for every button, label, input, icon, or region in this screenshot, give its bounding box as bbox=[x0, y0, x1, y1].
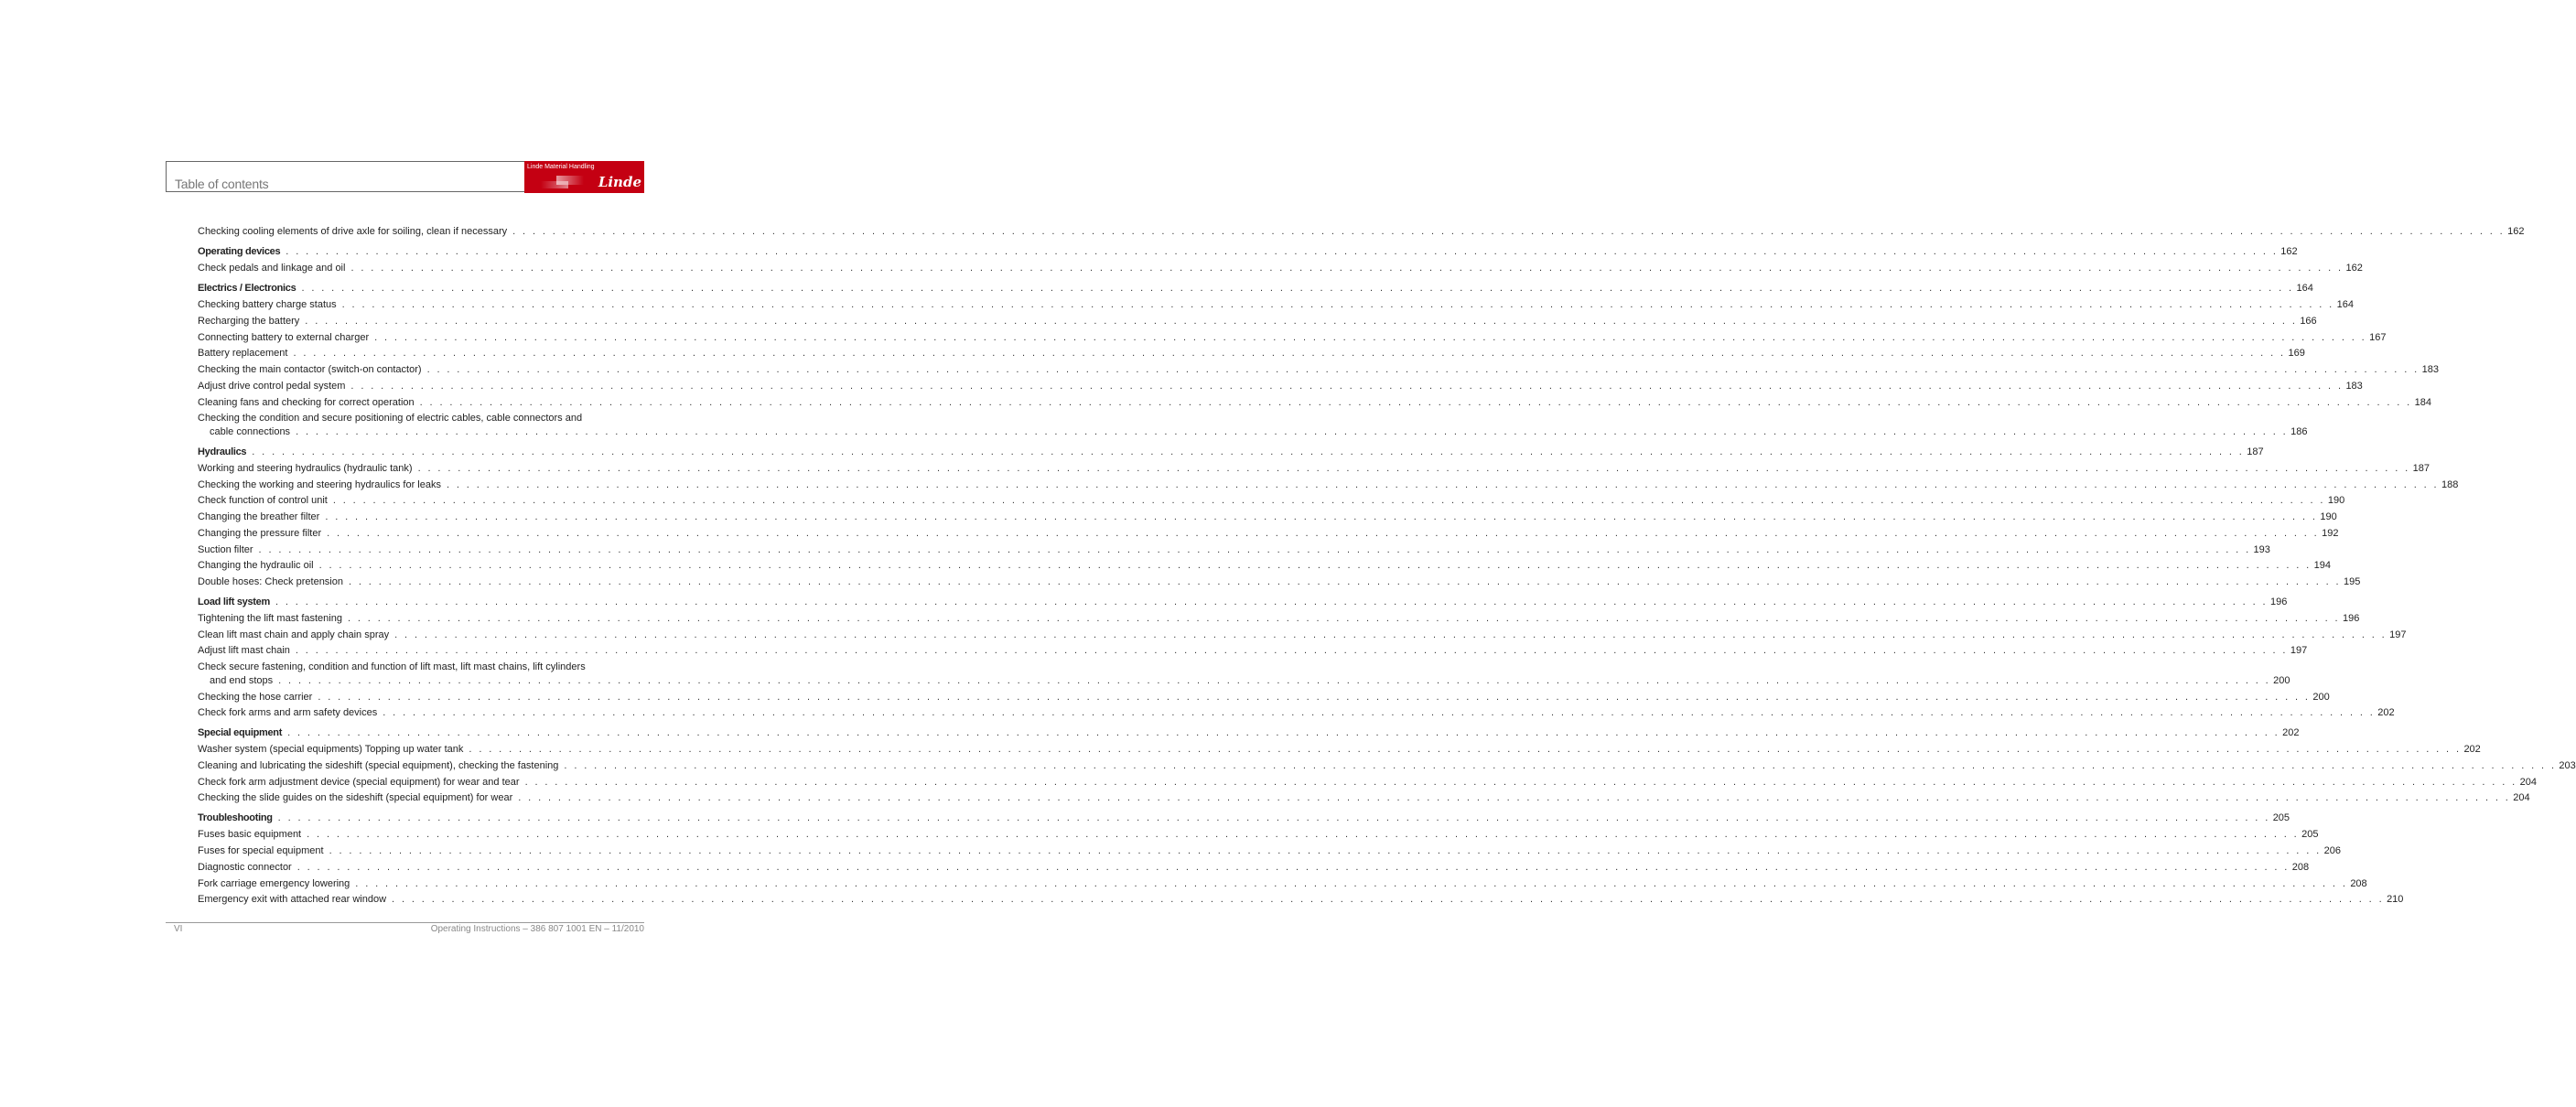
toc-entry-label: Fuses for special equipment bbox=[198, 845, 324, 856]
toc-page-number: 208 bbox=[2350, 878, 2367, 889]
toc-entry-label: Special equipment bbox=[198, 727, 283, 738]
toc-page-number: 162 bbox=[2280, 246, 2298, 257]
toc-entry[interactable] bbox=[198, 543, 2270, 556]
dot-leader: . . . . . . . . . . . . . . . . . . . . . . . . . . . . . . . . . . . . . . . . . . . . . . . . . . . . . . . . . . . . . . . . . . . . . . . . . . . . . . . . . . . . . . . . . . . . . . . . . . . . . . . . . . . . . . . . . . . . . . . . . . . . . . . . . . . . . . . . . . . . . . . . . . . . . . . . . . . . . . . . . . . . . . . . . . . . . . . . . . . . . . . . . . . . . . . . . . . . . . . . bbox=[318, 692, 2311, 703]
dot-leader: . . . . . . . . . . . . . . . . . . . . . . . . . . . . . . . . . . . . . . . . . . . . . . . . . . . . . . . . . . . . . . . . . . . . . . . . . . . . . . . . . . . . . . . . . . . . . . . . . . . . . . . . . . . . . . . . . . . . . . . . . . . . . . . . . . . . . . . . . . . . . . . . . . . . . . . . . . . . . . . . . . . . . . . . . . . . . . . . . . . . . . . . . . . . . . . . . . . . . . . . bbox=[341, 299, 2334, 310]
toc-entry-label: Electrics / Electronics bbox=[198, 283, 296, 294]
toc-page-number: 183 bbox=[2345, 381, 2363, 392]
toc-page-number: 167 bbox=[2369, 332, 2387, 343]
toc-page-number: 202 bbox=[2463, 744, 2481, 755]
toc-entry[interactable] bbox=[198, 644, 2308, 657]
toc-entry[interactable] bbox=[198, 828, 2319, 841]
dot-leader: . . . . . . . . . . . . . . . . . . . . . . . . . . . . . . . . . . . . . . . . . . . . . . . . . . . . . . . . . . . . . . . . . . . . . . . . . . . . . . . . . . . . . . . . . . . . . . . . . . . . . . . . . . . . . . . . . . . . . . . . . . . . . . . . . . . . . . . . . . . . . . . . . . . . . . . . . . . . . . . . . . . . . . . . . . . . . . . . . . . . . . . . . . . . . . . . . . . . . . . . bbox=[355, 878, 2348, 889]
toc-entry[interactable] bbox=[198, 511, 2337, 523]
dot-leader: . . . . . . . . . . . . . . . . . . . . . . . . . . . . . . . . . . . . . . . . . . . . . . . . . . . . . . . . . . . . . . . . . . . . . . . . . . . . . . . . . . . . . . . . . . . . . . . . . . . . . . . . . . . . . . . . . . . . . . . . . . . . . . . . . . . . . . . . . . . . . . . . . . . . . . . . . . . . . . . . . . . . . . . . . . . . . . . . . . . . . . . . . . . . . . . . . . . . . . . . bbox=[419, 397, 2412, 408]
toc-entry[interactable] bbox=[198, 877, 2367, 890]
toc-entry[interactable] bbox=[198, 612, 2360, 625]
toc-entry-label: Double hoses: Check pretension bbox=[198, 576, 343, 587]
dot-leader: . . . . . . . . . . . . . . . . . . . . . . . . . . . . . . . . . . . . . . . . . . . . . . . . . . . . . . . . . . . . . . . . . . . . . . . . . . . . . . . . . . . . . . . . . . . . . . . . . . . . . . . . . . . . . . . . . . . . . . . . . . . . . . . . . . . . . . . . . . . . . . . . . . . . . . . . . . . . . . . . . . . . . . . . . . . . . . . . . . . . . . . . . . . . . . . . . . . . . . . . bbox=[252, 446, 2245, 457]
toc-entry-label: Checking the hose carrier bbox=[198, 692, 313, 703]
dot-leader: . . . . . . . . . . . . . . . . . . . . . . . . . . . . . . . . . . . . . . . . . . . . . . . . . . . . . . . . . . . . . . . . . . . . . . . . . . . . . . . . . . . . . . . . . . . . . . . . . . . . . . . . . . . . . . . . . . . . . . . . . . . . . . . . . . . . . . . . . . . . . . . . . . . . . . . . . . . . . . . . . . . . . . . . . . . . . . . . . . . . . . . . . . . . . . . . . . . . . . . . bbox=[392, 894, 2385, 905]
toc-entry-label: Fork carriage emergency lowering bbox=[198, 878, 350, 889]
document-reference: Operating Instructions – 386 807 1001 EN – 11/2010 bbox=[430, 924, 644, 934]
dot-leader: . . . . . . . . . . . . . . . . . . . . . . . . . . . . . . . . . . . . . . . . . . . . . . . . . . . . . . . . . . . . . . . . . . . . . . . . . . . . . . . . . . . . . . . . . . . . . . . . . . . . . . . . . . . . . . . . . . . . . . . . . . . . . . . . . . . . . . . . . . . . . . . . . . . . . . . . . . . . . . . . . . . . . . . . . . . . . . . . . . . . . . . . . . . . . . . . . . . . . . . . bbox=[417, 463, 2410, 474]
toc-entry-label: Tightening the lift mast fastening bbox=[198, 613, 342, 624]
toc-entry[interactable] bbox=[198, 706, 2395, 719]
toc-page-number: 196 bbox=[2269, 596, 2288, 607]
toc-entry-label: Troubleshooting bbox=[198, 812, 273, 823]
toc-entry-label: Check pedals and linkage and oil bbox=[198, 263, 346, 274]
dot-leader: . . . . . . . . . . . . . . . . . . . . . . . . . . . . . . . . . . . . . . . . . . . . . . . . . . . . . . . . . . . . . . . . . . . . . . . . . . . . . . . . . . . . . . . . . . . . . . . . . . . . . . . . . . . . . . . . . . . . . . . . . . . . . . . . . . . . . . . . . . . . . . . . . . . . . . . . . . . . . . . . . . . . . . . . . . . . . . . . . . . . . . . . . . . . . . . . . . . . . . . . bbox=[275, 596, 2268, 607]
dot-leader: . . . . . . . . . . . . . . . . . . . . . . . . . . . . . . . . . . . . . . . . . . . . . . . . . . . . . . . . . . . . . . . . . . . . . . . . . . . . . . . . . . . . . . . . . . . . . . . . . . . . . . . . . . . . . . . . . . . . . . . . . . . . . . . . . . . . . . . . . . . . . . . . . . . . . . . . . . . . . . . . . . . . . . . . . . . . . . . . . . . . . . . . . . . . . . . . . . . . . . . . bbox=[325, 511, 2318, 522]
toc-section-heading[interactable] bbox=[198, 282, 2313, 295]
toc-entry-label: Changing the breather filter bbox=[198, 511, 320, 522]
toc-page-number: 192 bbox=[2322, 528, 2339, 539]
dot-leader: . . . . . . . . . . . . . . . . . . . . . . . . . . . . . . . . . . . . . . . . . . . . . . . . . . . . . . . . . . . . . . . . . . . . . . . . . . . . . . . . . . . . . . . . . . . . . . . . . . . . . . . . . . . . . . . . . . . . . . . . . . . . . . . . . . . . . . . . . . . . . . . . . . . . . . . . . . . . . . . . . . . . . . . . . . . . . . . . . . . . . . . . . . . . . . . . . . . . . . . . bbox=[332, 495, 2325, 506]
dot-leader: . . . . . . . . . . . . . . . . . . . . . . . . . . . . . . . . . . . . . . . . . . . . . . . . . . . . . . . . . . . . . . . . . . . . . . . . . . . . . . . . . . . . . . . . . . . . . . . . . . . . . . . . . . . . . . . . . . . . . . . . . . . . . . . . . . . . . . . . . . . . . . . . . . . . . . . . . . . . . . . . . . . . . . . . . . . . . . . . . . . . . . . . . . . . . . . . . . . . . . . . bbox=[301, 283, 2294, 294]
dot-leader: . . . . . . . . . . . . . . . . . . . . . . . . . . . . . . . . . . . . . . . . . . . . . . . . . . . . . . . . . . . . . . . . . . . . . . . . . . . . . . . . . . . . . . . . . . . . . . . . . . . . . . . . . . . . . . . . . . . . . . . . . . . . . . . . . . . . . . . . . . . . . . . . . . . . . . . . . . . . . . . . . . . . . . . . . . . . . . . . . . . . . . . . . . . . . . . . . . . . . . . . bbox=[347, 613, 2340, 624]
dot-leader: . . . . . . . . . . . . . . . . . . . . . . . . . . . . . . . . . . . . . . . . . . . . . . . . . . . . . . . . . . . . . . . . . . . . . . . . . . . . . . . . . . . . . . . . . . . . . . . . . . . . . . . . . . . . . . . . . . . . . . . . . . . . . . . . . . . . . . . . . . . . . . . . . . . . . . . . . . . . . . . . . . . . . . . . . . . . . . . . . . . . . . . . . . . . . . . . . . . . . . . . bbox=[329, 845, 2322, 856]
toc-page-number: 193 bbox=[2253, 544, 2270, 555]
toc-entry[interactable] bbox=[198, 759, 2576, 772]
dot-leader: . . . . . . . . . . . . . . . . . . . . . . . . . . . . . . . . . . . . . . . . . . . . . . . . . . . . . . . . . . . . . . . . . . . . . . . . . . . . . . . . . . . . . . . . . . . . . . . . . . . . . . . . . . . . . . . . . . . . . . . . . . . . . . . . . . . . . . . . . . . . . . . . . . . . . . . . . . . . . . . . . . . . . . . . . . . . . . . . . . . . . . . . . . . . . . . . . . . . . . . . bbox=[350, 381, 2344, 392]
dot-leader: . . . . . . . . . . . . . . . . . . . . . . . . . . . . . . . . . . . . . . . . . . . . . . . . . . . . . . . . . . . . . . . . . . . . . . . . . . . . . . . . . . . . . . . . . . . . . . . . . . . . . . . . . . . . . . . . . . . . . . . . . . . . . . . . . . . . . . . . . . . . . . . . . . . . . . . . . . . . . . . . . . . . . . . . . . . . . . . . . . . . . . . . . . . . . . . . . . . . . . . . bbox=[296, 862, 2290, 873]
toc-page-number: 210 bbox=[2387, 894, 2404, 905]
toc-entry-label: Cleaning fans and checking for correct operation bbox=[198, 397, 415, 408]
toc-page-number: 196 bbox=[2342, 613, 2360, 624]
toc-entry[interactable] bbox=[198, 743, 2481, 756]
toc-entry[interactable] bbox=[198, 494, 2345, 507]
toc-page-number: 186 bbox=[2290, 426, 2308, 437]
toc-page-number: 194 bbox=[2313, 560, 2331, 571]
toc-page-number: 197 bbox=[2290, 645, 2308, 656]
toc-section-heading[interactable] bbox=[198, 245, 2298, 258]
toc-page-number: 187 bbox=[2247, 446, 2264, 457]
toc-entry-label: Checking the slide guides on the sideshift (special equipment) for wear bbox=[198, 792, 513, 803]
dot-leader: . . . . . . . . . . . . . . . . . . . . . . . . . . . . . . . . . . . . . . . . . . . . . . . . . . . . . . . . . . . . . . . . . . . . . . . . . . . . . . . . . . . . . . . . . . . . . . . . . . . . . . . . . . . . . . . . . . . . . . . . . . . . . . . . . . . . . . . . . . . . . . . . . . . . . . . . . . . . . . . . . . . . . . . . . . . . . . . . . . . . . . . . . . . . . . . . . . . . . . . . bbox=[348, 576, 2341, 587]
toc-entry-label: Checking battery charge status bbox=[198, 299, 337, 310]
toc-entry-label: Adjust lift mast chain bbox=[198, 645, 290, 656]
toc-page-number: 197 bbox=[2389, 629, 2407, 640]
toc-page-number: 200 bbox=[2312, 692, 2330, 703]
dot-leader: . . . . . . . . . . . . . . . . . . . . . . . . . . . . . . . . . . . . . . . . . . . . . . . . . . . . . . . . . . . . . . . . . . . . . . . . . . . . . . . . . . . . . . . . . . . . . . . . . . . . . . . . . . . . . . . . . . . . . . . . . . . . . . . . . . . . . . . . . . . . . . . . . . . . . . . . . . . . . . . . . . . . . . . . . . . . . . . . . . . . . . . . . . . . . . . . . . . . . . . . bbox=[394, 629, 2387, 640]
toc-entry[interactable] bbox=[198, 425, 2308, 438]
toc-entry-label: Fuses basic equipment bbox=[198, 829, 302, 840]
toc-page-number: 188 bbox=[2441, 479, 2459, 490]
toc-entry-label: Hydraulics bbox=[198, 446, 247, 457]
toc-entry[interactable] bbox=[198, 380, 2363, 392]
toc-entry[interactable] bbox=[198, 893, 2404, 906]
toc-entry-label: Diagnostic connector bbox=[198, 862, 292, 873]
toc-entry-label: Adjust drive control pedal system bbox=[198, 381, 346, 392]
toc-page-number: 162 bbox=[2507, 226, 2525, 237]
toc-entry[interactable] bbox=[198, 298, 2355, 311]
toc-page-number: 200 bbox=[2273, 675, 2290, 686]
dot-leader: . . . . . . . . . . . . . . . . . . . . . . . . . . . . . . . . . . . . . . . . . . . . . . . . . . . . . . . . . . . . . . . . . . . . . . . . . . . . . . . . . . . . . . . . . . . . . . . . . . . . . . . . . . . . . . . . . . . . . . . . . . . . . . . . . . . . . . . . . . . . . . . . . . . . . . . . . . . . . . . . . . . . . . . . . . . . . . . . . . . . . . . . . . . . . . . . . . . . . . . . bbox=[426, 364, 2420, 375]
dot-leader: . . . . . . . . . . . . . . . . . . . . . . . . . . . . . . . . . . . . . . . . . . . . . . . . . . . . . . . . . . . . . . . . . . . . . . . . . . . . . . . . . . . . . . . . . . . . . . . . . . . . . . . . . . . . . . . . . . . . . . . . . . . . . . . . . . . . . . . . . . . . . . . . . . . . . . . . . . . . . . . . . . . . . . . . . . . . . . . . . . . . . . . . . . . . . . . . . . . . . . . . bbox=[327, 528, 2320, 539]
toc-page-number: 205 bbox=[2272, 812, 2290, 823]
toc-page-number: 190 bbox=[2320, 511, 2337, 522]
dot-leader: . . . . . . . . . . . . . . . . . . . . . . . . . . . . . . . . . . . . . . . . . . . . . . . . . . . . . . . . . . . . . . . . . . . . . . . . . . . . . . . . . . . . . . . . . . . . . . . . . . . . . . . . . . . . . . . . . . . . . . . . . . . . . . . . . . . . . . . . . . . . . . . . . . . . . . . . . . . . . . . . . . . . . . . . . . . . . . . . . . . . . . . . . . . . . . . . . . . . . . . . bbox=[350, 263, 2344, 274]
footer-divider bbox=[166, 922, 644, 923]
page-number: VI bbox=[174, 924, 183, 934]
dot-leader: . . . . . . . . . . . . . . . . . . . . . . . . . . . . . . . . . . . . . . . . . . . . . . . . . . . . . . . . . . . . . . . . . . . . . . . . . . . . . . . . . . . . . . . . . . . . . . . . . . . . . . . . . . . . . . . . . . . . . . . . . . . . . . . . . . . . . . . . . . . . . . . . . . . . . . . . . . . . . . . . . . . . . . . . . . . . . . . . . . . . . . . . . . . . . . . . . . . . . . . . bbox=[278, 675, 2271, 686]
dot-leader: . . . . . . . . . . . . . . . . . . . . . . . . . . . . . . . . . . . . . . . . . . . . . . . . . . . . . . . . . . . . . . . . . . . . . . . . . . . . . . . . . . . . . . . . . . . . . . . . . . . . . . . . . . . . . . . . . . . . . . . . . . . . . . . . . . . . . . . . . . . . . . . . . . . . . . . . . . . . . . . . . . . . . . . . . . . . . . . . . . . . . . . . . . . . . . . . . . . . . . . . bbox=[383, 707, 2376, 718]
dot-leader: . . . . . . . . . . . . . . . . . . . . . . . . . . . . . . . . . . . . . . . . . . . . . . . . . . . . . . . . . . . . . . . . . . . . . . . . . . . . . . . . . . . . . . . . . . . . . . . . . . . . . . . . . . . . . . . . . . . . . . . . . . . . . . . . . . . . . . . . . . . . . . . . . . . . . . . . . . . . . . . . . . . . . . . . . . . . . . . . . . . . . . . . . . . . . . . . . . . . . . . . bbox=[287, 727, 2280, 738]
toc-entry-label: Check function of control unit bbox=[198, 495, 328, 506]
toc-page-number: 164 bbox=[2296, 283, 2313, 294]
toc-entry-label: Checking the working and steering hydraulics for leaks bbox=[198, 479, 441, 490]
toc-entry-label: Cleaning and lubricating the sideshift (special equipment), checking the fastening bbox=[198, 760, 559, 771]
toc-entry[interactable] bbox=[198, 225, 2525, 238]
toc-entry[interactable] bbox=[198, 347, 2305, 360]
dot-leader: . . . . . . . . . . . . . . . . . . . . . . . . . . . . . . . . . . . . . . . . . . . . . . . . . . . . . . . . . . . . . . . . . . . . . . . . . . . . . . . . . . . . . . . . . . . . . . . . . . . . . . . . . . . . . . . . . . . . . . . . . . . . . . . . . . . . . . . . . . . . . . . . . . . . . . . . . . . . . . . . . . . . . . . . . . . . . . . . . . . . . . . . . . . . . . . . . . . . . . . . bbox=[258, 544, 2251, 555]
brand-tagline: Linde Material Handling bbox=[527, 164, 595, 170]
dot-leader: . . . . . . . . . . . . . . . . . . . . . . . . . . . . . . . . . . . . . . . . . . . . . . . . . . . . . . . . . . . . . . . . . . . . . . . . . . . . . . . . . . . . . . . . . . . . . . . . . . . . . . . . . . . . . . . . . . . . . . . . . . . . . . . . . . . . . . . . . . . . . . . . . . . . . . . . . . . . . . . . . . . . . . . . . . . . . . . . . . . . . . . . . . . . . . . . . . . . . . . . bbox=[564, 760, 2557, 771]
toc-entry[interactable] bbox=[198, 559, 2331, 572]
toc-entry-label: Battery replacement bbox=[198, 348, 288, 359]
toc-page-number: 204 bbox=[2519, 777, 2537, 788]
toc-entry-label: Operating devices bbox=[198, 246, 281, 257]
toc-page-number: 202 bbox=[2377, 707, 2395, 718]
dot-leader: . . . . . . . . . . . . . . . . . . . . . . . . . . . . . . . . . . . . . . . . . . . . . . . . . . . . . . . . . . . . . . . . . . . . . . . . . . . . . . . . . . . . . . . . . . . . . . . . . . . . . . . . . . . . . . . . . . . . . . . . . . . . . . . . . . . . . . . . . . . . . . . . . . . . . . . . . . . . . . . . . . . . . . . . . . . . . . . . . . . . . . . . . . . . . . . . . . . . . . . . bbox=[293, 348, 2286, 359]
toc-entry[interactable] bbox=[198, 363, 2439, 376]
toc-section-heading[interactable] bbox=[198, 726, 2300, 739]
dot-leader: . . . . . . . . . . . . . . . . . . . . . . . . . . . . . . . . . . . . . . . . . . . . . . . . . . . . . . . . . . . . . . . . . . . . . . . . . . . . . . . . . . . . . . . . . . . . . . . . . . . . . . . . . . . . . . . . . . . . . . . . . . . . . . . . . . . . . . . . . . . . . . . . . . . . . . . . . . . . . . . . . . . . . . . . . . . . . . . . . . . . . . . . . . . . . . . . . . . . . . . . bbox=[305, 316, 2298, 327]
brand-wordmark: Linde bbox=[598, 174, 641, 190]
toc-page-number: 166 bbox=[2300, 316, 2317, 327]
toc-entry-label: Changing the pressure filter bbox=[198, 528, 322, 539]
toc-entry-label: Check fork arm adjustment device (special equipment) for wear and tear bbox=[198, 777, 520, 788]
toc-entry-label: Working and steering hydraulics (hydraulic tank) bbox=[198, 463, 413, 474]
dot-leader: . . . . . . . . . . . . . . . . . . . . . . . . . . . . . . . . . . . . . . . . . . . . . . . . . . . . . . . . . . . . . . . . . . . . . . . . . . . . . . . . . . . . . . . . . . . . . . . . . . . . . . . . . . . . . . . . . . . . . . . . . . . . . . . . . . . . . . . . . . . . . . . . . . . . . . . . . . . . . . . . . . . . . . . . . . . . . . . . . . . . . . . . . . . . . . . . . . . . . . . . bbox=[307, 829, 2300, 840]
dot-leader: . . . . . . . . . . . . . . . . . . . . . . . . . . . . . . . . . . . . . . . . . . . . . . . . . . . . . . . . . . . . . . . . . . . . . . . . . . . . . . . . . . . . . . . . . . . . . . . . . . . . . . . . . . . . . . . . . . . . . . . . . . . . . . . . . . . . . . . . . . . . . . . . . . . . . . . . . . . . . . . . . . . . . . . . . . . . . . . . . . . . . . . . . . . . . . . . . . . . . . . . bbox=[512, 226, 2506, 237]
dot-leader: . . . . . . . . . . . . . . . . . . . . . . . . . . . . . . . . . . . . . . . . . . . . . . . . . . . . . . . . . . . . . . . . . . . . . . . . . . . . . . . . . . . . . . . . . . . . . . . . . . . . . . . . . . . . . . . . . . . . . . . . . . . . . . . . . . . . . . . . . . . . . . . . . . . . . . . . . . . . . . . . . . . . . . . . . . . . . . . . . . . . . . . . . . . . . . . . . . . . . . . . bbox=[518, 792, 2511, 803]
toc-entry-label: Connecting battery to external charger bbox=[198, 332, 370, 343]
dot-leader: . . . . . . . . . . . . . . . . . . . . . . . . . . . . . . . . . . . . . . . . . . . . . . . . . . . . . . . . . . . . . . . . . . . . . . . . . . . . . . . . . . . . . . . . . . . . . . . . . . . . . . . . . . . . . . . . . . . . . . . . . . . . . . . . . . . . . . . . . . . . . . . . . . . . . . . . . . . . . . . . . . . . . . . . . . . . . . . . . . . . . . . . . . . . . . . . . . . . . . . . bbox=[277, 812, 2270, 823]
toc-page-number: 162 bbox=[2345, 263, 2363, 274]
toc-entry[interactable] bbox=[198, 527, 2339, 540]
dot-leader: . . . . . . . . . . . . . . . . . . . . . . . . . . . . . . . . . . . . . . . . . . . . . . . . . . . . . . . . . . . . . . . . . . . . . . . . . . . . . . . . . . . . . . . . . . . . . . . . . . . . . . . . . . . . . . . . . . . . . . . . . . . . . . . . . . . . . . . . . . . . . . . . . . . . . . . . . . . . . . . . . . . . . . . . . . . . . . . . . . . . . . . . . . . . . . . . . . . . . . . . bbox=[318, 560, 2312, 571]
toc-entry[interactable] bbox=[198, 331, 2387, 344]
toc-section-heading[interactable] bbox=[198, 811, 2290, 824]
toc-entry[interactable] bbox=[198, 629, 2407, 641]
toc-entry[interactable] bbox=[198, 575, 2361, 588]
toc-page-number: 169 bbox=[2288, 348, 2305, 359]
toc-page-number: 206 bbox=[2323, 845, 2341, 856]
toc-section-heading[interactable] bbox=[198, 446, 2264, 458]
dot-leader: . . . . . . . . . . . . . . . . . . . . . . . . . . . . . . . . . . . . . . . . . . . . . . . . . . . . . . . . . . . . . . . . . . . . . . . . . . . . . . . . . . . . . . . . . . . . . . . . . . . . . . . . . . . . . . . . . . . . . . . . . . . . . . . . . . . . . . . . . . . . . . . . . . . . . . . . . . . . . . . . . . . . . . . . . . . . . . . . . . . . . . . . . . . . . . . . . . . . . . . . bbox=[374, 332, 2367, 343]
dot-leader: . . . . . . . . . . . . . . . . . . . . . . . . . . . . . . . . . . . . . . . . . . . . . . . . . . . . . . . . . . . . . . . . . . . . . . . . . . . . . . . . . . . . . . . . . . . . . . . . . . . . . . . . . . . . . . . . . . . . . . . . . . . . . . . . . . . . . . . . . . . . . . . . . . . . . . . . . . . . . . . . . . . . . . . . . . . . . . . . . . . . . . . . . . . . . . . . . . . . . . . . bbox=[446, 479, 2439, 490]
dot-leader: . . . . . . . . . . . . . . . . . . . . . . . . . . . . . . . . . . . . . . . . . . . . . . . . . . . . . . . . . . . . . . . . . . . . . . . . . . . . . . . . . . . . . . . . . . . . . . . . . . . . . . . . . . . . . . . . . . . . . . . . . . . . . . . . . . . . . . . . . . . . . . . . . . . . . . . . . . . . . . . . . . . . . . . . . . . . . . . . . . . . . . . . . . . . . . . . . . . . . . . . bbox=[469, 744, 2462, 755]
toc-entry-label: cable connections bbox=[210, 426, 291, 437]
toc-entry-label: Washer system (special equipments) Topping up water tank bbox=[198, 744, 464, 755]
toc-entry-label: and end stops bbox=[210, 675, 274, 686]
toc-page-number: 184 bbox=[2414, 397, 2432, 408]
toc-section-heading[interactable] bbox=[198, 596, 2288, 608]
dot-leader: . . . . . . . . . . . . . . . . . . . . . . . . . . . . . . . . . . . . . . . . . . . . . . . . . . . . . . . . . . . . . . . . . . . . . . . . . . . . . . . . . . . . . . . . . . . . . . . . . . . . . . . . . . . . . . . . . . . . . . . . . . . . . . . . . . . . . . . . . . . . . . . . . . . . . . . . . . . . . . . . . . . . . . . . . . . . . . . . . . . . . . . . . . . . . . . . . . . . . . . . bbox=[296, 426, 2289, 437]
dot-leader: . . . . . . . . . . . . . . . . . . . . . . . . . . . . . . . . . . . . . . . . . . . . . . . . . . . . . . . . . . . . . . . . . . . . . . . . . . . . . . . . . . . . . . . . . . . . . . . . . . . . . . . . . . . . . . . . . . . . . . . . . . . . . . . . . . . . . . . . . . . . . . . . . . . . . . . . . . . . . . . . . . . . . . . . . . . . . . . . . . . . . . . . . . . . . . . . . . . . . . . . bbox=[524, 777, 2517, 788]
toc-entry[interactable] bbox=[198, 674, 2290, 687]
toc-page-number: 202 bbox=[2282, 727, 2300, 738]
toc-page-number: 195 bbox=[2344, 576, 2361, 587]
toc-entry[interactable] bbox=[198, 844, 2341, 857]
toc-page-number: 190 bbox=[2327, 495, 2345, 506]
toc-entry-label: Checking the condition and secure positioning of electric cables, cable connectors and bbox=[198, 413, 583, 424]
dot-leader: . . . . . . . . . . . . . . . . . . . . . . . . . . . . . . . . . . . . . . . . . . . . . . . . . . . . . . . . . . . . . . . . . . . . . . . . . . . . . . . . . . . . . . . . . . . . . . . . . . . . . . . . . . . . . . . . . . . . . . . . . . . . . . . . . . . . . . . . . . . . . . . . . . . . . . . . . . . . . . . . . . . . . . . . . . . . . . . . . . . . . . . . . . . . . . . . . . . . . . . . bbox=[295, 645, 2288, 656]
toc-entry-label: Clean lift mast chain and apply chain spray bbox=[198, 629, 390, 640]
toc-entry-label: Emergency exit with attached rear window bbox=[198, 894, 387, 905]
toc-entry-label: Load lift system bbox=[198, 596, 270, 607]
toc-page-number: 164 bbox=[2336, 299, 2355, 310]
toc-entry-label: Changing the hydraulic oil bbox=[198, 560, 314, 571]
toc-entry[interactable] bbox=[198, 262, 2363, 274]
dot-leader: . . . . . . . . . . . . . . . . . . . . . . . . . . . . . . . . . . . . . . . . . . . . . . . . . . . . . . . . . . . . . . . . . . . . . . . . . . . . . . . . . . . . . . . . . . . . . . . . . . . . . . . . . . . . . . . . . . . . . . . . . . . . . . . . . . . . . . . . . . . . . . . . . . . . . . . . . . . . . . . . . . . . . . . . . . . . . . . . . . . . . . . . . . . . . . . . . . . . . . . . bbox=[286, 246, 2279, 257]
toc-entry[interactable] bbox=[198, 462, 2430, 475]
toc-entry-label: Checking cooling elements of drive axle for soiling, clean if necessary bbox=[198, 226, 508, 237]
toc-entry[interactable] bbox=[198, 691, 2330, 704]
logo-decoration bbox=[556, 176, 584, 185]
toc-entry[interactable] bbox=[198, 861, 2310, 874]
toc-entry[interactable] bbox=[198, 791, 2530, 804]
toc-page-number: 183 bbox=[2421, 364, 2439, 375]
page-header bbox=[166, 161, 644, 192]
toc-entry[interactable] bbox=[198, 396, 2432, 409]
toc-entry-label: Recharging the battery bbox=[198, 316, 300, 327]
toc-entry[interactable] bbox=[198, 776, 2537, 789]
toc-entry[interactable] bbox=[198, 478, 2459, 491]
toc-entry-label: Checking the main contactor (switch-on contactor) bbox=[198, 364, 422, 375]
toc-page-number: 208 bbox=[2291, 862, 2310, 873]
toc-page-number: 203 bbox=[2559, 760, 2576, 771]
toc-entry-label: Suction filter bbox=[198, 544, 253, 555]
toc-page-number: 205 bbox=[2301, 829, 2319, 840]
toc-page-number: 187 bbox=[2412, 463, 2430, 474]
toc-entry-label: Check secure fastening, condition and function of lift mast, lift mast chains, lift cylinders bbox=[198, 661, 586, 672]
toc-entry[interactable] bbox=[198, 315, 2317, 328]
linde-logo bbox=[524, 161, 644, 193]
toc-entry-label: Check fork arms and arm safety devices bbox=[198, 707, 378, 718]
toc-page-number: 204 bbox=[2513, 792, 2530, 803]
page-title: Table of contents bbox=[175, 177, 269, 191]
